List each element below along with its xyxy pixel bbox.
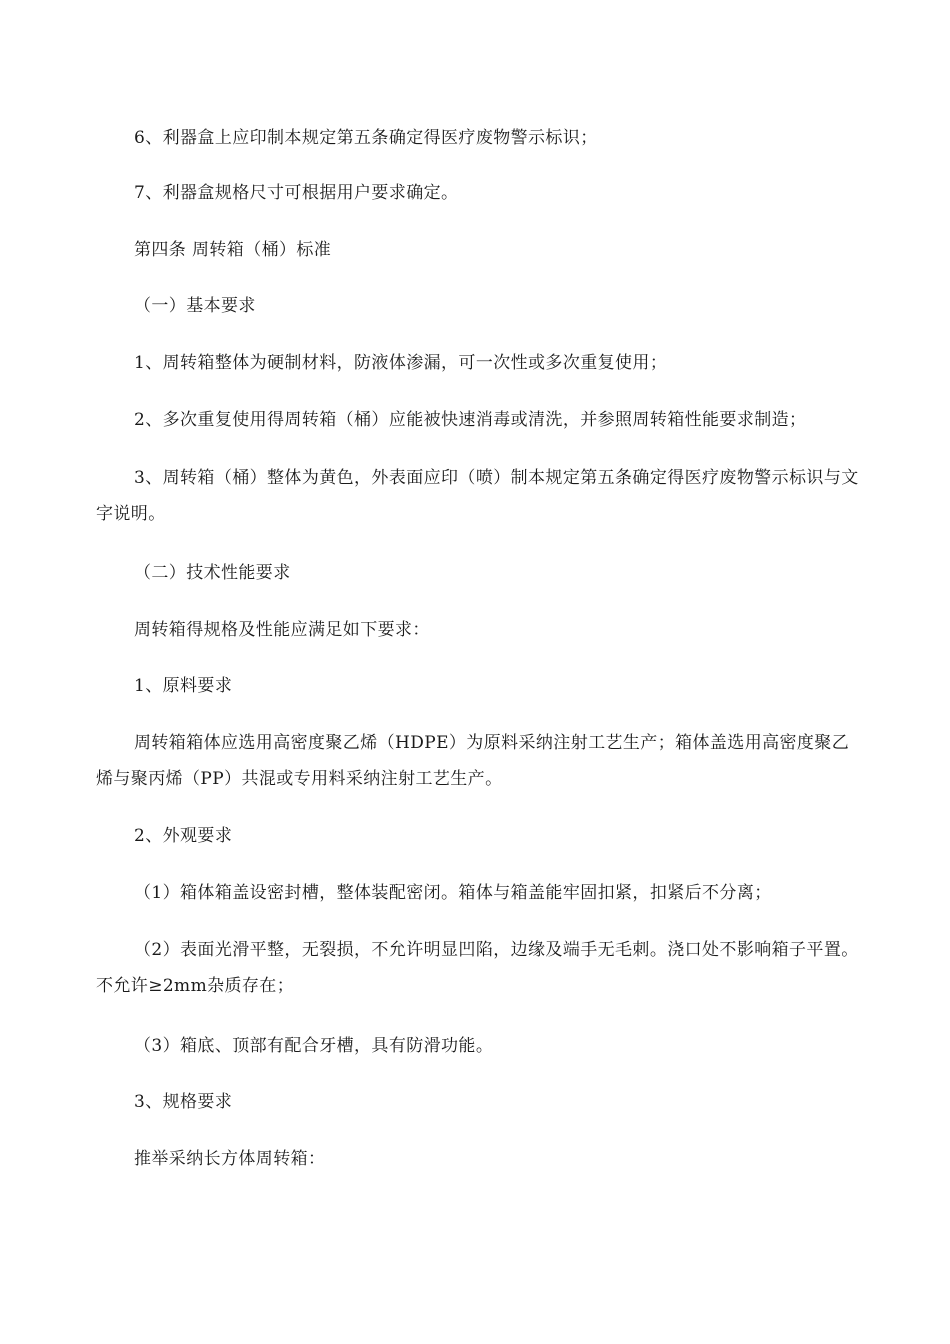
- paragraph-requirement-3: 3、周转箱（桶）整体为黄色，外表面应印（喷）制本规定第五条确定得医疗废物警示标识与文字说明。: [96, 468, 859, 524]
- paragraph-requirement-1: 1、周转箱整体为硬制材料，防液体渗漏，可一次性或多次重复使用；: [134, 353, 668, 373]
- paragraph-requirement-2: 2、多次重复使用得周转箱（桶）应能被快速消毒或清洗，并参照周转箱性能要求制造；: [134, 410, 807, 430]
- paragraph-appearance-3: （3）箱底、顶部有配合牙槽，具有防滑功能。: [134, 1036, 494, 1056]
- section-heading-article-four: 第四条 周转箱（桶）标准: [134, 240, 332, 260]
- heading-size-requirements: 3、规格要求: [134, 1092, 233, 1112]
- subsection-heading-technical-performance: （二）技术性能要求: [134, 563, 291, 583]
- heading-material-requirements: 1、原料要求: [134, 676, 233, 696]
- paragraph-material-details: 周转箱箱体应选用高密度聚乙烯（HDPE）为原料采纳注射工艺生产；箱体盖选用高密度聚乙烯与聚丙烯（PP）共混或专用料采纳注射工艺生产。: [96, 733, 850, 789]
- heading-appearance-requirements: 2、外观要求: [134, 826, 233, 846]
- paragraph-spec-intro: 周转箱得规格及性能应满足如下要求：: [134, 620, 430, 640]
- subsection-heading-basic-requirements: （一）基本要求: [134, 296, 256, 316]
- paragraph-sharps-box-warning-label: 6、利器盒上应印制本规定第五条确定得医疗废物警示标识；: [134, 128, 598, 148]
- paragraph-appearance-2: （2）表面光滑平整，无裂损，不允许明显凹陷，边缘及端手无毛刺。浇口处不影响箱子平置。不允许≥2mm杂质存在；: [96, 940, 859, 996]
- paragraph-sharps-box-size: 7、利器盒规格尺寸可根据用户要求确定。: [134, 183, 459, 203]
- paragraph-recommended-box: 推举采纳长方体周转箱：: [134, 1149, 326, 1169]
- paragraph-appearance-1: （1）箱体箱盖设密封槽，整体装配密闭。箱体与箱盖能牢固扣紧，扣紧后不分离；: [134, 883, 772, 903]
